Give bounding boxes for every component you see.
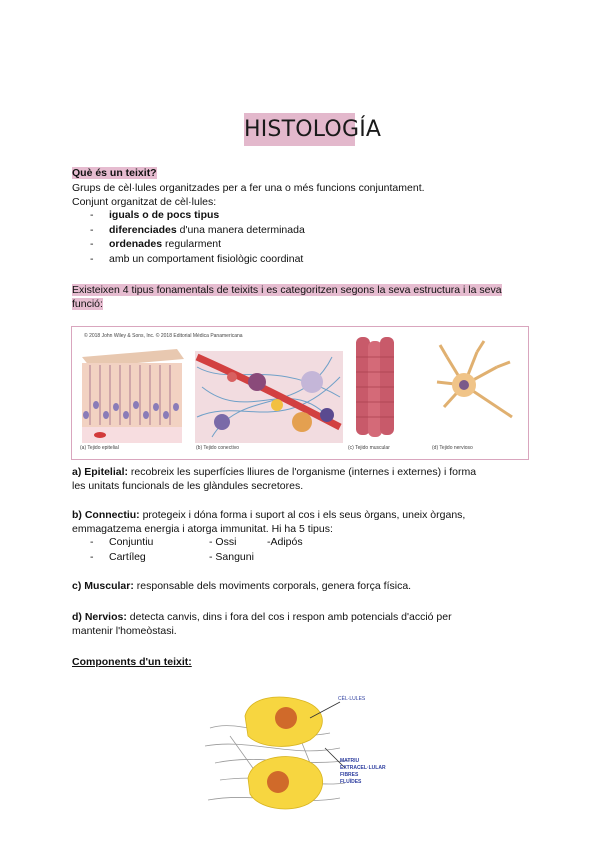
list-item	[0, 224, 600, 238]
list-item	[0, 253, 600, 267]
nervios-label: d) Nervios:	[72, 611, 127, 623]
types-line-1: Existeixen 4 tipus fonamentals de teixits i es categoritzen segons la seva estructura i la seva	[72, 284, 502, 296]
type-sanguni: - Sanguni	[209, 551, 254, 563]
type-cartileg: Cartíleg	[109, 551, 146, 563]
nervios-line-2: mantenir l'homeòstasi.	[72, 625, 177, 637]
list-item	[0, 238, 600, 252]
tissue-illustrations	[72, 327, 527, 458]
bullet-dash: -	[90, 238, 94, 250]
cell-1-nucleus	[275, 707, 297, 729]
type-ossi: - Ossi	[209, 536, 237, 548]
neuron-nucleus	[459, 380, 469, 390]
definition-line-1: Grups de cèl·lules organitzades per a fer una o més funcions conjuntament.	[72, 182, 425, 194]
epitelial-line-1: a) Epitelial: recobreix les superfícies lliures de l'organisme (internes i externes) i forma	[72, 466, 477, 478]
epitelial-line-2: les unitats funcionals de les glàndules secretores.	[72, 480, 304, 492]
definition-line-2: Conjunt organitzat de cèl·lules:	[72, 196, 217, 208]
label-matrix: MATRIU EXTRACEL·LULAR FIBRES FLUÏDES	[340, 758, 386, 785]
bullet-bold: iguals o de pocs tipus	[109, 209, 220, 221]
bullet-rest: d'una manera determinada	[176, 224, 305, 236]
components-heading: Components d'un teixit:	[72, 656, 192, 668]
figure-caption-c: (c) Tejido muscular	[348, 445, 390, 451]
nervios-line-1: d) Nervios: detecta canvis, dins i fora del cos i respon amb potencials d'acció per	[72, 611, 452, 623]
cell-2-nucleus	[267, 771, 289, 793]
section-heading-what-is-tissue	[72, 166, 157, 180]
bullet-rest: amb un comportament fisiològic coordinat	[109, 253, 304, 265]
epitelial-label: a) Epitelial:	[72, 466, 129, 478]
muscle-tissue-icon	[356, 337, 394, 437]
connectiu-line-2: emmagatzema energia i atorga immunitat. Hi ha 5 tipus:	[72, 523, 333, 535]
connectiu-line-1: b) Connectiu: protegeix i dóna forma i suport al cos i els seus òrgans, uneix òrgans,	[72, 509, 466, 521]
heading-text: Què és un teixit?	[72, 167, 157, 179]
components-illustration	[200, 688, 415, 820]
connective-types-row-2: - Cartíleg - Sanguni	[90, 551, 254, 563]
connectiu-label: b) Connectiu:	[72, 509, 140, 521]
connective-types-row-1: - Conjuntiu - Ossi -Adipós	[90, 536, 303, 548]
figure-caption-b: (b) Tejido conectivo	[196, 445, 239, 451]
bullet-rest: regularment	[162, 238, 222, 250]
connective-tissue-icon	[195, 351, 343, 443]
muscular-label: c) Muscular:	[72, 580, 134, 592]
nerve-tissue-icon	[437, 341, 512, 417]
type-adipos: -Adipós	[267, 536, 303, 548]
bullet-bold: ordenades	[109, 238, 163, 250]
figure-caption-a: (a) Tejido epitelial	[80, 445, 119, 451]
bullet-bold: diferenciades	[109, 224, 177, 236]
type-conjuntiu: Conjuntiu	[109, 536, 154, 548]
bullet-dash: -	[90, 224, 94, 236]
figure-copyright: © 2018 John Wiley & Sons, Inc. © 2018 Editorial Médica Panamericana	[84, 333, 243, 339]
list-item	[0, 209, 600, 223]
figure-caption-d: (d) Tejido nervioso	[432, 445, 473, 451]
epithelial-tissue-icon	[82, 349, 184, 443]
types-line-2: funció:	[72, 298, 103, 310]
bullet-dash: -	[90, 209, 94, 221]
tissue-components-diagram	[200, 688, 415, 820]
page-title: HISTOLOGÍA	[244, 113, 355, 146]
muscular-line: c) Muscular: responsable dels moviments corporals, genera força física.	[72, 580, 412, 592]
label-cells: CÈL·LULES	[338, 696, 366, 702]
tissue-types-figure	[71, 326, 529, 460]
bullet-dash: -	[90, 253, 94, 265]
